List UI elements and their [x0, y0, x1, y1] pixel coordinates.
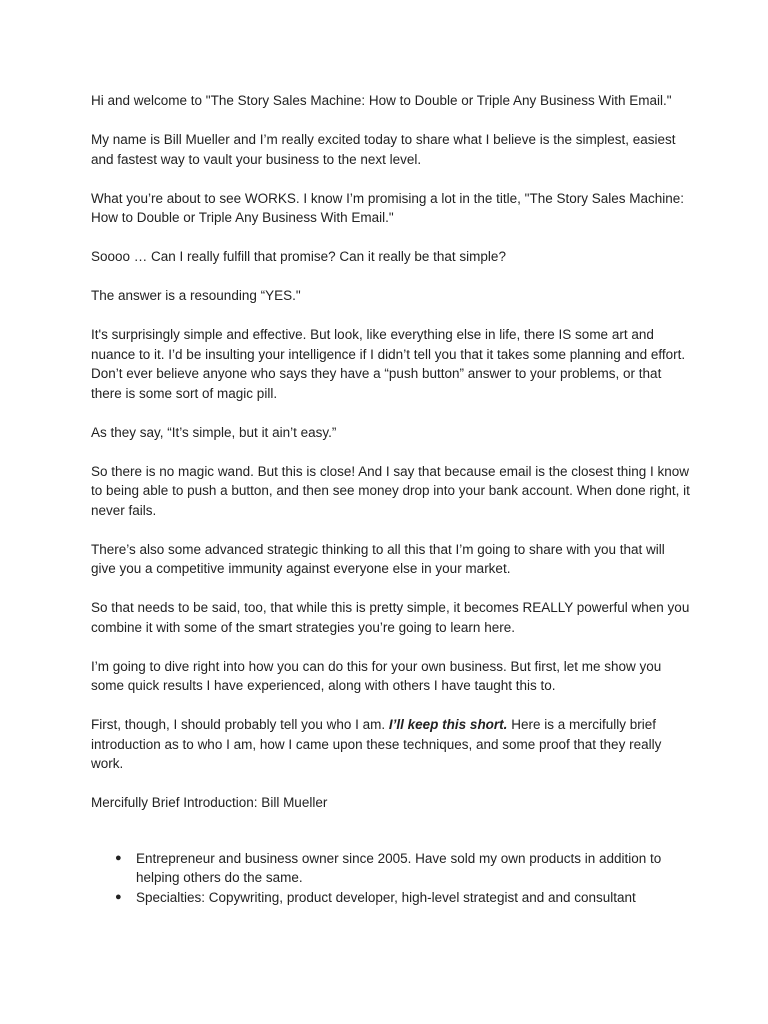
who-i-am-text-after: Here is a mercifully brief introduction as to who I am, how I came upon these techniques, and some proof that they really work. [91, 717, 662, 771]
bullet-text: Specialties: Copywriting, product developer, high-level strategist and and consultant [136, 889, 636, 905]
intro-heading: Mercifully Brief Introduction: Bill Mueller [91, 795, 328, 810]
paragraph-promise-question: Soooo … Can I really fulfill that promise? Can it really be that simple? [91, 249, 506, 264]
bullet-text: Entrepreneur and business owner since 2005. Have sold my own products in addition to helping others do the same. [136, 850, 662, 885]
paragraph-simple-not-easy: As they say, “It’s simple, but it ain’t easy.” [91, 424, 337, 440]
bullet-icon: ● [115, 890, 122, 903]
paragraph-who-i-am [91, 715, 691, 774]
who-i-am-text-before: First, though, I should probably tell you who I am. [91, 717, 389, 732]
bullet-icon: ● [115, 851, 122, 864]
paragraph-works: What you’re about to see WORKS. I know I’m promising a lot in the title, "The Story Sales Machine: How to Double or Triple Any Business With Email." [91, 190, 685, 225]
bullet-item [91, 888, 691, 908]
paragraph-answer: The answer is a resounding “YES." [91, 288, 301, 303]
bio-bullet-list [91, 849, 691, 908]
paragraph-magic-wand: So there is no magic wand. But this is close! And I say that because email is the closest thing I know to being able to push a button, and then see money drop into your bank account. When done right, it never fails. [91, 463, 690, 518]
paragraph-dive-in: I’m going to dive right into how you can do this for your own business. But first, let me show you some quick results I have experienced, along with others I have taught this to. [91, 658, 662, 693]
paragraph-powerful-strategies: So that needs to be said, too, that while this is pretty simple, it becomes REALLY powerful when you combine it with some of the smart strategies you’re going to learn here. [91, 600, 690, 635]
document-body [91, 91, 691, 907]
paragraph-author-name: My name is Bill Mueller and I’m really excited today to share what I believe is the simplest, easiest and fastest way to vault your business to the next level. [91, 132, 676, 167]
keep-short-emphasis: I’ll keep this short. [388, 717, 508, 732]
paragraph-strategic-thinking: There’s also some advanced strategic thinking to all this that I’m going to share with you that will give you a competitive immunity against everyone else in your market. [91, 541, 665, 576]
paragraph-welcome: Hi and welcome to "The Story Sales Machine: How to Double or Triple Any Business With Email." [91, 93, 672, 108]
paragraph-art-and-nuance: It's surprisingly simple and effective. But look, like everything else in life, there IS some art and nuance to it. I’d be insulting your intelligence if I didn’t tell you that it takes some planning and effort. Don’t ever believe anyone who says they have a “push button” answer to your problems, or that there is some sort of magic pill. [91, 327, 686, 401]
bullet-item [91, 849, 691, 888]
